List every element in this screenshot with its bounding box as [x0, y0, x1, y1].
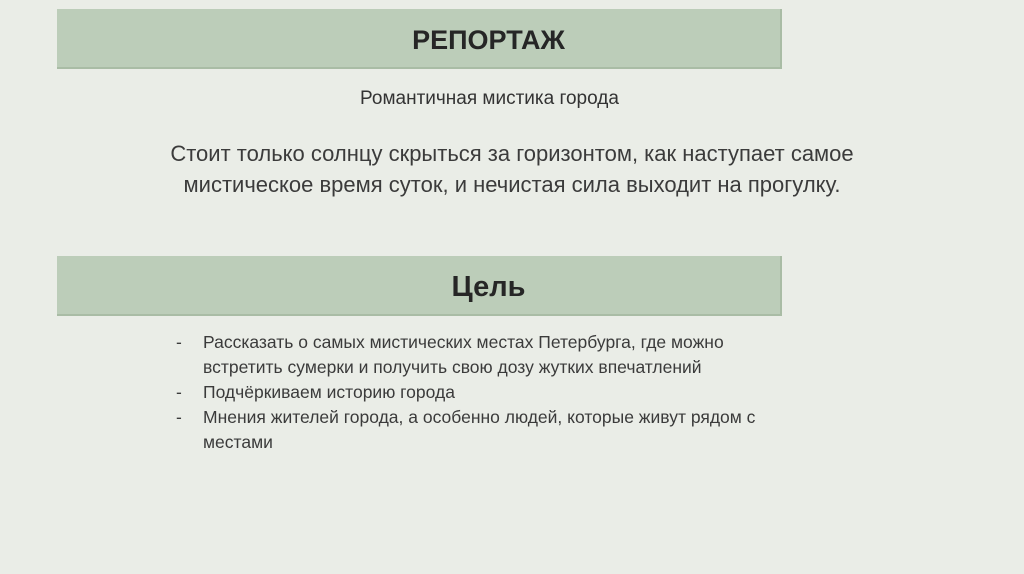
slide-subtitle: Романтичная мистика города	[360, 88, 619, 109]
lead-line: Стоит только солнцу скрыться за горизонтом, как наступает самое	[170, 141, 854, 166]
list-item-line: Рассказать о самых мистических местах Петербурга, где можно	[203, 332, 724, 352]
list-item	[176, 330, 856, 380]
lead-line: мистическое время суток, и нечистая сила выходит на прогулку.	[183, 172, 841, 197]
list-item-line: встретить сумерки и получить свою дозу жутких впечатлений	[203, 357, 702, 377]
list-item	[176, 380, 856, 405]
list-item-line: Мнения жителей города, а особенно людей, которые живут рядом с	[203, 407, 756, 427]
list-item-line: Подчёркиваем историю города	[203, 382, 455, 402]
goal-title: Цель	[451, 271, 526, 303]
header-band	[57, 9, 782, 69]
dash-bullet: -	[176, 407, 182, 427]
lead-paragraph	[120, 138, 904, 200]
slide-title: РЕПОРТАЖ	[412, 25, 565, 55]
dash-bullet: -	[176, 332, 182, 352]
list-item-line: местами	[203, 432, 273, 452]
list-item	[176, 405, 856, 455]
goals-list	[176, 330, 856, 455]
dash-bullet: -	[176, 382, 182, 402]
goal-band	[57, 256, 782, 316]
